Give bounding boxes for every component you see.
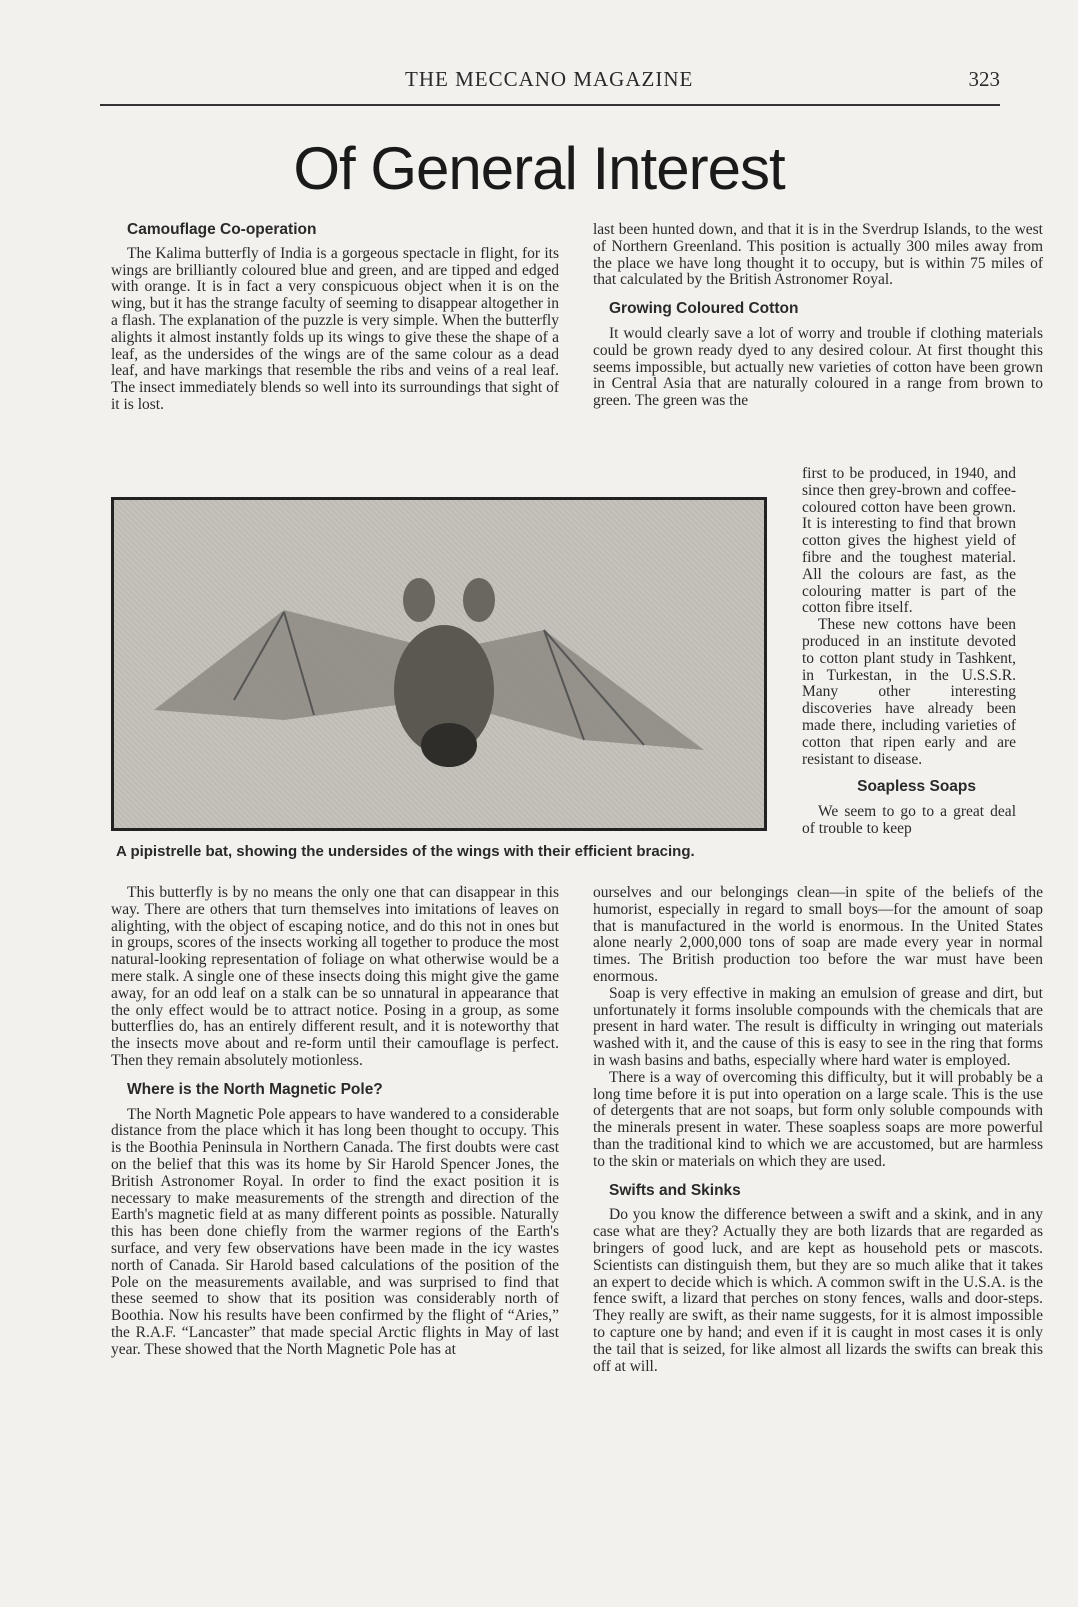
right-narrow-column — [802, 466, 1016, 838]
cotton-paragraph-1a: It would clearly save a lot of worry and trouble if clothing materials could be grown ready dyed to any desired colour. At first thought this seems impossible, but actually new varieties of cotton have been grown in Central Asia that are naturally coloured in a range from brown to green. The green was the — [593, 324, 1043, 410]
left-column-upper — [111, 222, 559, 414]
north-pole-paragraph-continued: last been hunted down, and that it is in the Sverdrup Islands, to the west of Northern Greenland. This position is actually 300 miles away from the place we have long thought it to occupy, but is within 75 miles of that calculated by the British Astronomer Royal. — [593, 221, 1043, 289]
figure-caption: A pipistrelle bat, showing the undersides of the wings with their efficient bracing. — [116, 843, 695, 860]
cotton-paragraph-1b: first to be produced, in 1940, and since then grey-brown and coffee-coloured cotton have been grown. It is interesting to find that brown cotton gives the highest yield of fibre and the toughest material. All the colours are fast, as the colouring matter is part of the cotton fibre itself. — [802, 465, 1016, 617]
page-number: 323 — [968, 67, 1000, 91]
bat-photograph — [111, 497, 767, 831]
north-pole-paragraph-1: The North Magnetic Pole appears to have wandered to a considerable distance from the place which it has long been thought to occupy. This is the Boothia Peninsula in Northern Canada. The first doubts were cast on the belief that this was its home by Sir Harold Spencer Jones, the British Astronomer Royal. In order to find the exact position it is necessary to make measurements of the strength and direction of the Earth's magnetic field at as many different points as possible. Naturally this has been done chiefly from the warmer regions of the Earth's surface, and very few observations have been made in the icy wastes north of Canada. Sir Harold based calculations of the position of the Pole on the measurements available, and was surprised to find that these seemed to show that its position was considerably north of Boothia. Now his results have been confirmed by the flight of “Aries,” the R.A.F. “Lancaster” that made special Arctic flights in May of last year. These showed that the North Magnetic Pole has at — [111, 1105, 559, 1358]
soap-paragraph-1b: ourselves and our belongings clean—in spite of the beliefs of the humorist, especially in regard to small boys—for the amount of soap that is manufactured in the world is enormous. In the United States alone nearly 2,000,000 tons of soap are made every year in normal times. The British production too before the war must have been enormous. — [593, 884, 1043, 985]
soap-paragraph-3: There is a way of overcoming this difficulty, but it will probably be a long time before it is put into operation on a large scale. This is the use of detergents that are not soaps, but form only soluble compounds with the minerals present in water. These soapless soaps are more powerful than the traditional kind to which we are accustomed, but are harmless to the skin or materials on which they are used. — [593, 1068, 1043, 1170]
left-column-lower — [111, 885, 559, 1359]
cotton-paragraph-2: These new cottons have been produced in an institute devoted to cotton plant study in Tashkent, in Turkestan, in the U.S.S.R. Many other interesting discoveries have already been made there, including varieties of cotton that ripen early and are resistant to disease. — [802, 616, 1016, 768]
camouflage-heading: Camouflage Co-operation — [127, 221, 317, 238]
bat-illustration — [114, 500, 764, 828]
cotton-heading: Growing Coloured Cotton — [609, 300, 799, 318]
soap-heading: Soapless Soaps — [857, 778, 976, 796]
right-column-upper — [593, 222, 1043, 410]
soap-paragraph-2: Soap is very effective in making an emulsion of grease and dirt, but unfortunately it forms insoluble compounds with the chemicals that are present in hard water. The result is difficulty in wringing out materials washed with it, and the cause of this is easy to see in the ring that forms in wash basins and baths, especially where hard water is employed. — [593, 984, 1043, 1069]
page-title: Of General Interest — [293, 135, 785, 202]
right-column-lower — [593, 885, 1043, 1375]
magazine-name: THE MECCANO MAGAZINE — [405, 67, 694, 91]
north-pole-heading: Where is the North Magnetic Pole? — [127, 1080, 383, 1098]
camouflage-paragraph-1: The Kalima butterfly of India is a gorgeous spectacle in flight, for its wings are brilliantly coloured blue and green, and are tipped and edged with orange. It is in fact a very conspicuous object when it is on the wing, but it has the strange faculty of seeming to disappear altogether in a flash. The explanation of the puzzle is very simple. When the butterfly alights it almost instantly folds up its wings to give these the shape of a leaf, as the undersides of the wings are of the same colour as a dead leaf, and have markings that resemble the ribs and veins of a real leaf. The insect immediately blends so well into its surroundings that sight of it is lost. — [111, 244, 559, 413]
page-header — [100, 64, 1000, 106]
camouflage-paragraph-2: This butterfly is by no means the only one that can disappear in this way. There are others that turn themselves into imitations of leaves on alighting, with the object of escaping notice, and do this not in ones but in groups, scores of the insects working all together to produce the most natural-looking representation of foliage on what otherwise would be a mere stalk. A single one of these insects doing this might give the game away, for an odd leaf on a stalk can be so unnatural in appearance that the only effect would be to attract notice. Posing in a group, as some butterflies do, has an entirely different result, and it is noteworthy that the insects move about and re-form until their camouflage is perfect. Then they remain absolutely motionless. — [111, 884, 559, 1069]
swifts-paragraph-1: Do you know the difference between a swift and a skink, and in any case what are they? Actually they are both lizards that are regarded as bringers of good luck, and are kept as household pets or mascots. Scientists can distinguish them, but they are so much alike that it takes an expert to decide which is which. A common swift in the U.S.A. is the fence swift, a lizard that perches on stony fences, walls and door-steps. They really are swift, as their name suggests, for it is almost impossible to capture one by hand; and even if it is caught in most cases it is only the tail that is seized, for like almost all lizards the swifts can break this off at will. — [593, 1206, 1043, 1375]
soap-paragraph-1a: We seem to go to a great deal of trouble to keep — [802, 803, 1016, 837]
swifts-heading: Swifts and Skinks — [609, 1181, 741, 1199]
